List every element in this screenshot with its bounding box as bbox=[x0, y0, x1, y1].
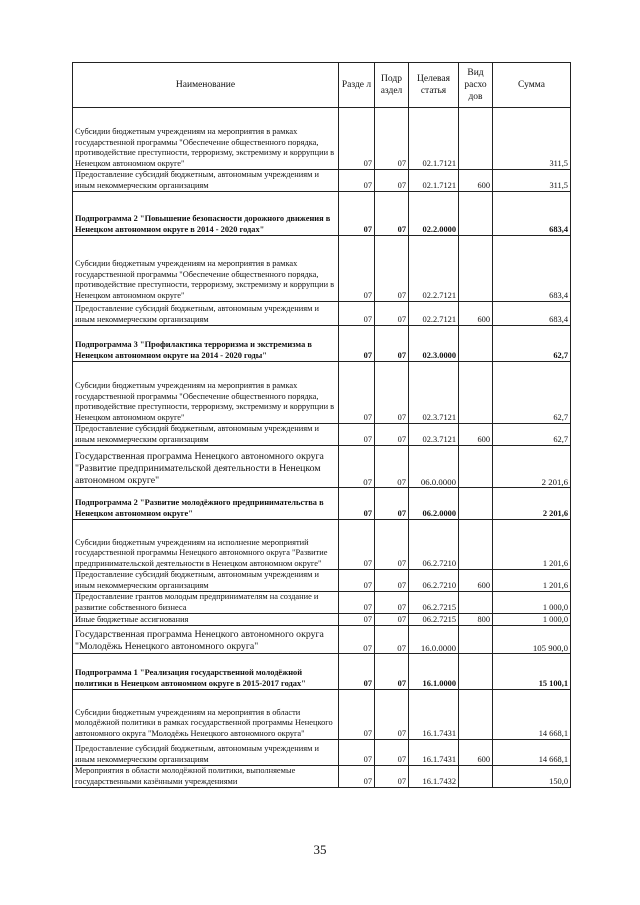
cell-section: 07 bbox=[339, 766, 375, 788]
cell-sum: 14 668,1 bbox=[493, 740, 571, 766]
cell-subsection: 07 bbox=[375, 626, 409, 654]
cell-sum: 15 100,1 bbox=[493, 654, 571, 690]
cell-target: 06.0.0000 bbox=[409, 446, 459, 488]
table-row bbox=[73, 170, 571, 192]
cell-type: 600 bbox=[459, 424, 493, 446]
cell-subsection: 07 bbox=[375, 766, 409, 788]
cell-type bbox=[459, 326, 493, 362]
cell-section: 07 bbox=[339, 170, 375, 192]
cell-section: 07 bbox=[339, 424, 375, 446]
table-row bbox=[73, 236, 571, 302]
cell-section: 07 bbox=[339, 236, 375, 302]
cell-type bbox=[459, 108, 493, 170]
cell-name: Субсидии бюджетным учреждениям на мероприятия в области молодёжной политики в рамках государственной программы Ненецкого автономного округа "Молодёжь Ненецкого автономного округа" bbox=[73, 690, 339, 740]
cell-subsection: 07 bbox=[375, 424, 409, 446]
cell-section: 07 bbox=[339, 192, 375, 236]
cell-sum: 150,0 bbox=[493, 766, 571, 788]
cell-target: 06.2.7215 bbox=[409, 592, 459, 614]
cell-subsection: 07 bbox=[375, 614, 409, 626]
cell-sum: 1 201,6 bbox=[493, 570, 571, 592]
cell-section: 07 bbox=[339, 520, 375, 570]
cell-name: Предоставление субсидий бюджетным, автономным учреждениям и иным некоммерческим организациям bbox=[73, 570, 339, 592]
cell-name: Субсидии бюджетным учреждениям на мероприятия в рамках государственной программы "Обеспечение общественного порядка, противодействие преступности, терроризму, экстремизму и коррупции в Ненецком автономном округе" bbox=[73, 236, 339, 302]
header-name: Наименование bbox=[73, 63, 339, 108]
table-row bbox=[73, 740, 571, 766]
cell-sum: 2 201,6 bbox=[493, 488, 571, 520]
cell-target: 16.1.0000 bbox=[409, 654, 459, 690]
budget-table bbox=[72, 62, 571, 788]
table-row bbox=[73, 192, 571, 236]
cell-type bbox=[459, 654, 493, 690]
cell-section: 07 bbox=[339, 488, 375, 520]
table-row bbox=[73, 766, 571, 788]
header-target: Целевая статья bbox=[409, 63, 459, 108]
table-row bbox=[73, 424, 571, 446]
cell-sum: 683,4 bbox=[493, 192, 571, 236]
cell-target: 06.2.7210 bbox=[409, 570, 459, 592]
cell-type bbox=[459, 236, 493, 302]
cell-subsection: 07 bbox=[375, 654, 409, 690]
cell-name: Государственная программа Ненецкого автономного округа "Развитие предпринимательской деятельности в Ненецком автономном округе" bbox=[73, 446, 339, 488]
cell-target: 06.2.7210 bbox=[409, 520, 459, 570]
cell-type bbox=[459, 192, 493, 236]
cell-name: Предоставление субсидий бюджетным, автономным учреждениям и иным некоммерческим организациям bbox=[73, 424, 339, 446]
cell-section: 07 bbox=[339, 570, 375, 592]
table-row bbox=[73, 570, 571, 592]
cell-sum: 2 201,6 bbox=[493, 446, 571, 488]
cell-type: 600 bbox=[459, 170, 493, 192]
cell-sum: 105 900,0 bbox=[493, 626, 571, 654]
cell-section: 07 bbox=[339, 326, 375, 362]
cell-target: 02.2.0000 bbox=[409, 192, 459, 236]
cell-sum: 1 000,0 bbox=[493, 592, 571, 614]
cell-section: 07 bbox=[339, 614, 375, 626]
cell-target: 02.1.7121 bbox=[409, 170, 459, 192]
page-number: 35 bbox=[313, 842, 327, 857]
cell-section: 07 bbox=[339, 690, 375, 740]
cell-target: 16.0.0000 bbox=[409, 626, 459, 654]
cell-type bbox=[459, 626, 493, 654]
cell-section: 07 bbox=[339, 592, 375, 614]
cell-name: Субсидии бюджетным учреждениям на мероприятия в рамках государственной программы "Обеспечение общественного порядка, противодействие преступности, терроризму, экстремизму и коррупции в Ненецком автономном округе" bbox=[73, 108, 339, 170]
cell-type bbox=[459, 488, 493, 520]
cell-sum: 1 201,6 bbox=[493, 520, 571, 570]
table-body bbox=[73, 108, 571, 788]
cell-sum: 311,5 bbox=[493, 108, 571, 170]
cell-subsection: 07 bbox=[375, 446, 409, 488]
cell-section: 07 bbox=[339, 446, 375, 488]
cell-type bbox=[459, 520, 493, 570]
cell-section: 07 bbox=[339, 654, 375, 690]
cell-sum: 1 000,0 bbox=[493, 614, 571, 626]
cell-subsection: 07 bbox=[375, 362, 409, 424]
cell-section: 07 bbox=[339, 108, 375, 170]
cell-subsection: 07 bbox=[375, 302, 409, 326]
cell-subsection: 07 bbox=[375, 488, 409, 520]
cell-subsection: 07 bbox=[375, 740, 409, 766]
cell-sum: 62,7 bbox=[493, 362, 571, 424]
cell-name: Мероприятия в области молодёжной политики, выполняемые государственными казёнными учреждениями bbox=[73, 766, 339, 788]
table-row bbox=[73, 592, 571, 614]
table-row bbox=[73, 326, 571, 362]
cell-sum: 683,4 bbox=[493, 236, 571, 302]
header-type: Вид расхо дов bbox=[459, 63, 493, 108]
cell-subsection: 07 bbox=[375, 520, 409, 570]
cell-target: 02.3.7121 bbox=[409, 362, 459, 424]
cell-target: 02.2.7121 bbox=[409, 302, 459, 326]
header-section: Разде л bbox=[339, 63, 375, 108]
cell-target: 06.2.0000 bbox=[409, 488, 459, 520]
cell-subsection: 07 bbox=[375, 690, 409, 740]
cell-name: Иные бюджетные ассигнования bbox=[73, 614, 339, 626]
cell-subsection: 07 bbox=[375, 236, 409, 302]
cell-target: 02.3.0000 bbox=[409, 326, 459, 362]
header-sum: Сумма bbox=[493, 63, 571, 108]
cell-target: 02.1.7121 bbox=[409, 108, 459, 170]
table-row bbox=[73, 108, 571, 170]
cell-type bbox=[459, 690, 493, 740]
cell-type: 600 bbox=[459, 570, 493, 592]
cell-section: 07 bbox=[339, 626, 375, 654]
cell-sum: 683,4 bbox=[493, 302, 571, 326]
table-row bbox=[73, 614, 571, 626]
cell-target: 16.1.7432 bbox=[409, 766, 459, 788]
cell-sum: 311,5 bbox=[493, 170, 571, 192]
cell-name: Субсидии бюджетным учреждениям на исполнение мероприятий государственной программы Ненецкого автономного округа "Развитие предпринимательской деятельности в Ненецком автономном округе" bbox=[73, 520, 339, 570]
cell-name: Подпрограмма 1 "Реализация государственной молодёжной политики в Ненецком автономном округе в 2015-2017 годах" bbox=[73, 654, 339, 690]
cell-target: 16.1.7431 bbox=[409, 740, 459, 766]
cell-target: 02.2.7121 bbox=[409, 236, 459, 302]
cell-name: Предоставление субсидий бюджетным, автономным учреждениям и иным некоммерческим организациям bbox=[73, 302, 339, 326]
cell-name: Предоставление субсидий бюджетным, автономным учреждениям и иным некоммерческим организациям bbox=[73, 740, 339, 766]
cell-target: 06.2.7215 bbox=[409, 614, 459, 626]
header-subsection: Подр аздел bbox=[375, 63, 409, 108]
cell-target: 16.1.7431 bbox=[409, 690, 459, 740]
cell-subsection: 07 bbox=[375, 592, 409, 614]
table-row bbox=[73, 488, 571, 520]
table-header-row bbox=[73, 63, 571, 108]
cell-type: 600 bbox=[459, 302, 493, 326]
cell-name: Государственная программа Ненецкого автономного округа "Молодёжь Ненецкого автономного округа" bbox=[73, 626, 339, 654]
cell-type bbox=[459, 362, 493, 424]
cell-subsection: 07 bbox=[375, 170, 409, 192]
table-row bbox=[73, 690, 571, 740]
cell-name: Предоставление грантов молодым предпринимателям на создание и развитие собственного бизнеса bbox=[73, 592, 339, 614]
cell-name: Субсидии бюджетным учреждениям на мероприятия в рамках государственной программы "Обеспечение общественного порядка, противодействие преступности, терроризму, экстремизму и коррупции в Ненецком автономном округе" bbox=[73, 362, 339, 424]
cell-target: 02.3.7121 bbox=[409, 424, 459, 446]
cell-type bbox=[459, 446, 493, 488]
table-row bbox=[73, 362, 571, 424]
cell-type: 600 bbox=[459, 740, 493, 766]
table-row bbox=[73, 654, 571, 690]
cell-subsection: 07 bbox=[375, 192, 409, 236]
table-row bbox=[73, 626, 571, 654]
cell-subsection: 07 bbox=[375, 570, 409, 592]
cell-section: 07 bbox=[339, 302, 375, 326]
cell-subsection: 07 bbox=[375, 108, 409, 170]
cell-name: Подпрограмма 2 "Повышение безопасности дорожного движения в Ненецком автономном округе в 2014 - 2020 годах" bbox=[73, 192, 339, 236]
cell-sum: 62,7 bbox=[493, 326, 571, 362]
cell-sum: 62,7 bbox=[493, 424, 571, 446]
cell-name: Подпрограмма 2 "Развитие молодёжного предпринимательства в Ненецком автономном округе" bbox=[73, 488, 339, 520]
cell-name: Предоставление субсидий бюджетным, автономным учреждениям и иным некоммерческим организациям bbox=[73, 170, 339, 192]
cell-type bbox=[459, 766, 493, 788]
table-row bbox=[73, 520, 571, 570]
cell-sum: 14 668,1 bbox=[493, 690, 571, 740]
cell-section: 07 bbox=[339, 362, 375, 424]
cell-type: 800 bbox=[459, 614, 493, 626]
cell-section: 07 bbox=[339, 740, 375, 766]
table-row bbox=[73, 302, 571, 326]
cell-type bbox=[459, 592, 493, 614]
table-row bbox=[73, 446, 571, 488]
cell-name: Подпрограмма 3 "Профилактика терроризма и экстремизма в Ненецком автономном округе на 2014 - 2020 годы" bbox=[73, 326, 339, 362]
cell-subsection: 07 bbox=[375, 326, 409, 362]
